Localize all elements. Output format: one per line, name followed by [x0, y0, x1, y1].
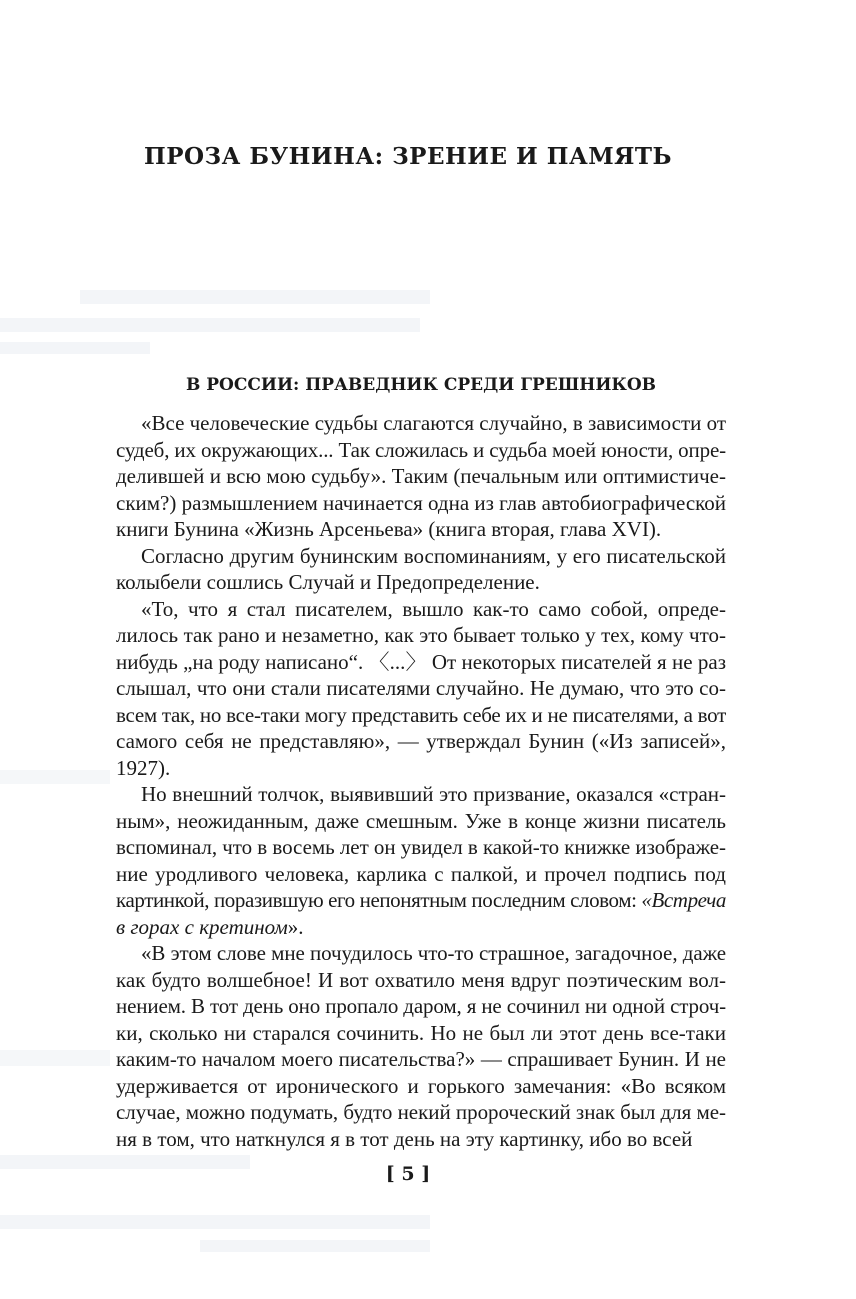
text-line: ным», неожиданным, даже смешным. Уже в конце жизни писатель: [116, 808, 726, 833]
paragraph: [116, 781, 726, 940]
text-line: ня в том, что наткнулся я в тот день на эту картинку, ибо во всей: [116, 1126, 693, 1151]
text-line: нением. В тот день оно пропало даром, я не сочинил ни одной строч-: [116, 994, 726, 1018]
text-line: каким-то началом моего писательства?» — спрашивает Бунин. И не: [116, 1047, 726, 1071]
body-text: [116, 410, 726, 1152]
bleed-through-mark: [0, 1215, 430, 1229]
paragraph: [116, 596, 726, 782]
bleed-through-mark: [0, 1050, 110, 1066]
text-line: книги Бунина «Жизнь Арсеньева» (книга вторая, глава XVI).: [116, 517, 662, 541]
text-line: в горах с кретином».: [116, 914, 304, 939]
bleed-through-mark: [80, 290, 430, 304]
paragraph: [116, 940, 726, 1152]
text-line: вспоминал, что в восемь лет он увидел в какой-то книжке изображе-: [116, 835, 726, 859]
text-line: ние уродливого человека, карлика с палкой, и прочел подпись под: [116, 861, 726, 886]
text-line: удерживается от иронического и горького замечания: «Во всяком: [116, 1073, 726, 1098]
text-line: «Все человеческие судьбы слагаются случайно, в зависимости от: [141, 411, 726, 435]
text-line: Но внешний толчок, выявивший это призвание, оказался «стран-: [141, 782, 726, 806]
text-line: как будто волшебное! И вот охватило меня вдруг поэтическим вол-: [116, 967, 726, 992]
text-line: судеб, их окружающих... Так сложилась и судьба моей юности, опре-: [116, 437, 726, 462]
text-line: делившей и всю мою судьбу». Таким (печальным или оптимистиче-: [116, 464, 726, 488]
page-number: [ 5 ]: [385, 1163, 431, 1185]
text-line: ским?) размышлением начинается одна из глав автобиографической: [116, 490, 726, 515]
text-line: картинкой, поразившую его непонятным последним словом: «Встреча: [116, 888, 726, 912]
bleed-through-mark: [200, 1240, 430, 1252]
text-line: всем так, но все-таки могу представить себе их и не писателями, а вот: [116, 702, 727, 727]
text-line: «То, что я стал писателем, вышло как-то само собой, опреде-: [141, 596, 726, 621]
paragraph: [116, 543, 726, 596]
section-title: В РОССИИ: ПРАВЕДНИК СРЕДИ ГРЕШНИКОВ: [185, 375, 657, 395]
text-line: лилось так рано и незаметно, как это бывает только у тех, кому что-: [116, 623, 726, 647]
text-line: самого себя не представляю», — утверждал Бунин («Из записей»,: [116, 729, 726, 753]
chapter-title: ПРОЗА БУНИНА: ЗРЕНИЕ И ПАМЯТЬ: [143, 143, 673, 170]
text-line: 1927).: [116, 755, 171, 780]
paragraph: [116, 410, 726, 543]
text-line: Согласно другим бунинским воспоминаниям, у его писательской: [141, 543, 726, 568]
bleed-through-mark: [0, 318, 420, 332]
text-line: «В этом слове мне почудилось что-то страшное, загадочное, даже: [141, 941, 726, 965]
text-line: слышал, что они стали писателями случайно. Не думаю, что это со-: [116, 676, 726, 700]
text-line: ки, сколько ни старался сочинить. Но не был ли этот день все-таки: [116, 1020, 726, 1045]
text-line: случае, можно подумать, будто некий пророческий знак был для ме-: [116, 1100, 726, 1124]
bleed-through-mark: [0, 342, 150, 354]
bleed-through-mark: [0, 770, 110, 784]
text-line: колыбели сошлись Случай и Предопределение.: [116, 570, 540, 594]
text-line: нибудь „на роду написано“. 〈...〉 От некоторых писателей я не раз: [116, 649, 726, 674]
